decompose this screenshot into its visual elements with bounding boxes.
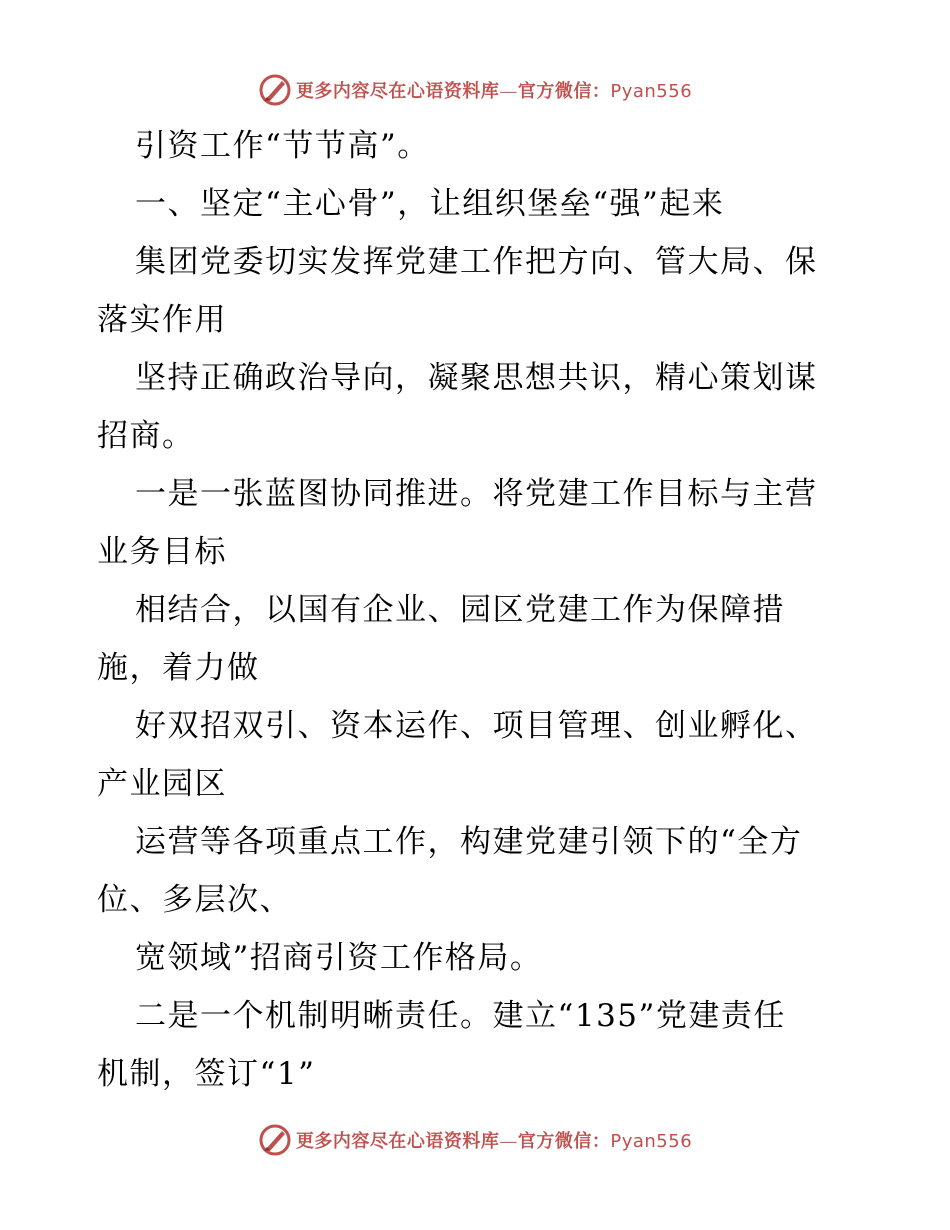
- text-line: 机制，签订“1”: [97, 1056, 316, 1092]
- text-line: 业务目标: [97, 534, 227, 570]
- watermark-text: 更多内容尽在心语资料库—官方微信：Pyan556: [295, 81, 693, 102]
- text-line: 好双招双引、资本运作、项目管理、创业孵化、: [135, 708, 818, 744]
- text-line: 集团党委切实发挥党建工作把方向、管大局、保: [135, 244, 818, 280]
- text-line: 二是一个机制明晰责任。建立“135”党建责任: [135, 998, 786, 1034]
- text-line: 施，着力做: [97, 650, 260, 686]
- text-line: 坚持正确政治导向，凝聚思想共识，精心策划谋: [135, 360, 818, 396]
- quill-pen-logo-icon: [258, 73, 292, 107]
- text-line: 落实作用: [97, 302, 227, 338]
- text-line: 相结合，以国有企业、园区党建工作为保障措: [135, 592, 785, 628]
- text-line: 一是一张蓝图协同推进。将党建工作目标与主营: [135, 476, 818, 512]
- text-line: 产业园区: [97, 766, 227, 802]
- text-line: 一、坚定“主心骨”，让组织堡垒“强”起来: [135, 186, 725, 222]
- document-body: [97, 117, 857, 1103]
- text-line: 运营等各项重点工作，构建党建引领下的“全方: [135, 824, 803, 860]
- text-line: 引资工作“节节高”。: [135, 128, 430, 164]
- watermark-text: 更多内容尽在心语资料库—官方微信：Pyan556: [295, 1131, 693, 1152]
- text-line: 宽领域”招商引资工作格局。: [135, 940, 543, 976]
- text-line: 位、多层次、: [97, 882, 292, 918]
- text-line: 招商。: [97, 418, 195, 454]
- header-watermark: [0, 70, 950, 110]
- quill-pen-logo-icon: [258, 1123, 292, 1157]
- footer-watermark: [0, 1120, 950, 1160]
